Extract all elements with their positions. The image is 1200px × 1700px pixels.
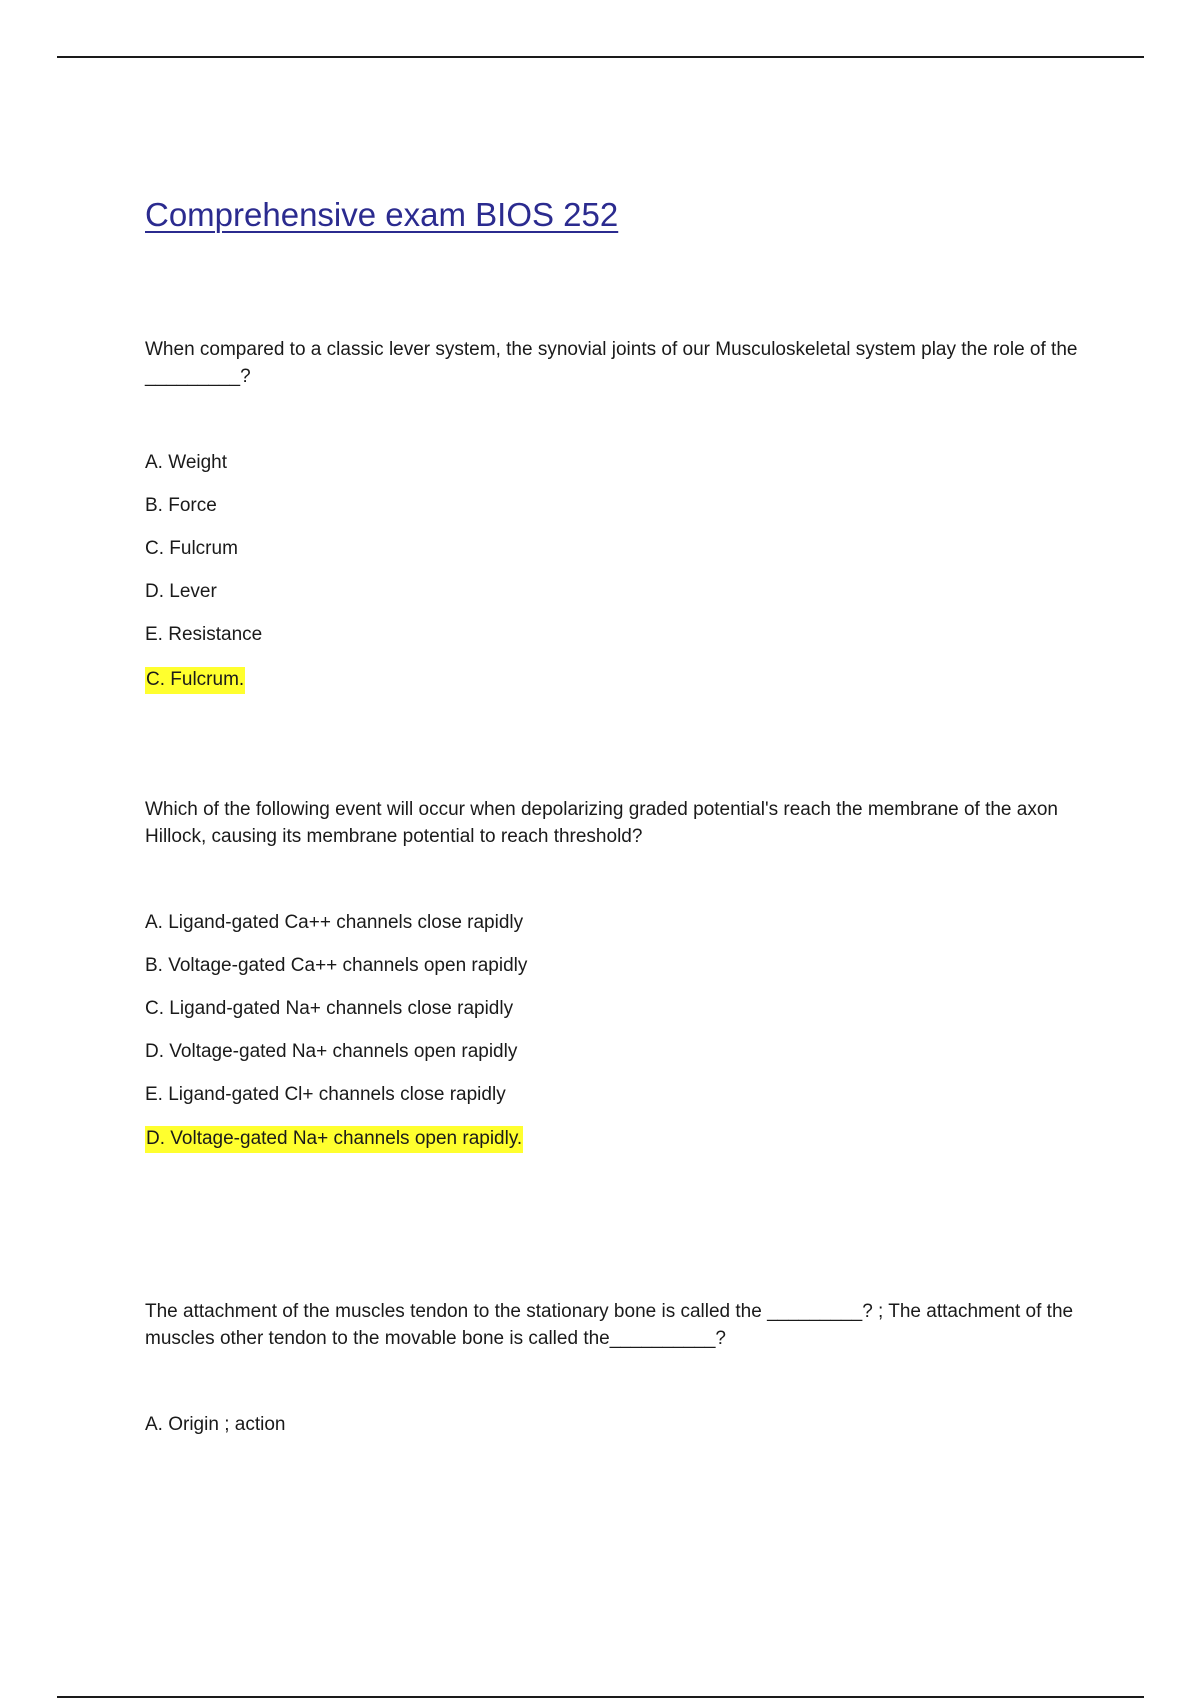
question-1-answer [145, 666, 245, 693]
question-1-option-a: A. Weight [145, 452, 228, 473]
question-1-option-e: E. Resistance [145, 624, 263, 645]
question-2-option-b: B. Voltage-gated Ca++ channels open rapidly [145, 955, 528, 976]
bottom-rule [57, 1696, 1144, 1698]
question-1-option-d: D. Lever [145, 581, 217, 602]
question-2-options [145, 909, 527, 1124]
question-2-answer [145, 1125, 523, 1152]
top-rule [57, 56, 1144, 58]
question-2-option-e: E. Ligand-gated Cl+ channels close rapidly [145, 1084, 506, 1105]
question-2-answer-highlight: D. Voltage-gated Na+ channels open rapidly. [145, 1126, 523, 1153]
question-2-text: Which of the following event will occur when depolarizing graded potential's reach the membrane of the axon Hillock, causing its membrane potential to reach threshold? [145, 799, 1058, 847]
question-1-option-b: B. Force [145, 495, 217, 516]
question-3-option-a: A. Origin ; action [145, 1414, 286, 1435]
page-title: Comprehensive exam BIOS 252 [145, 196, 619, 233]
question-2-option-a: A. Ligand-gated Ca++ channels close rapidly [145, 912, 524, 933]
question-3-text: The attachment of the muscles tendon to the stationary bone is called the _________? ; The attachment of the muscles other tendon to the movable bone is called the__________? [145, 1301, 1074, 1349]
question-1-option-c: C. Fulcrum [145, 538, 238, 559]
question-2-option-c: C. Ligand-gated Na+ channels close rapidly [145, 998, 514, 1019]
question-3-options [145, 1411, 285, 1454]
question-2-option-d: D. Voltage-gated Na+ channels open rapidly [145, 1041, 518, 1062]
question-1-options [145, 449, 262, 664]
question-1-answer-highlight: C. Fulcrum. [145, 667, 245, 694]
question-1-text: When compared to a classic lever system, the synovial joints of our Musculoskeletal system play the role of the _________? [145, 339, 1078, 387]
